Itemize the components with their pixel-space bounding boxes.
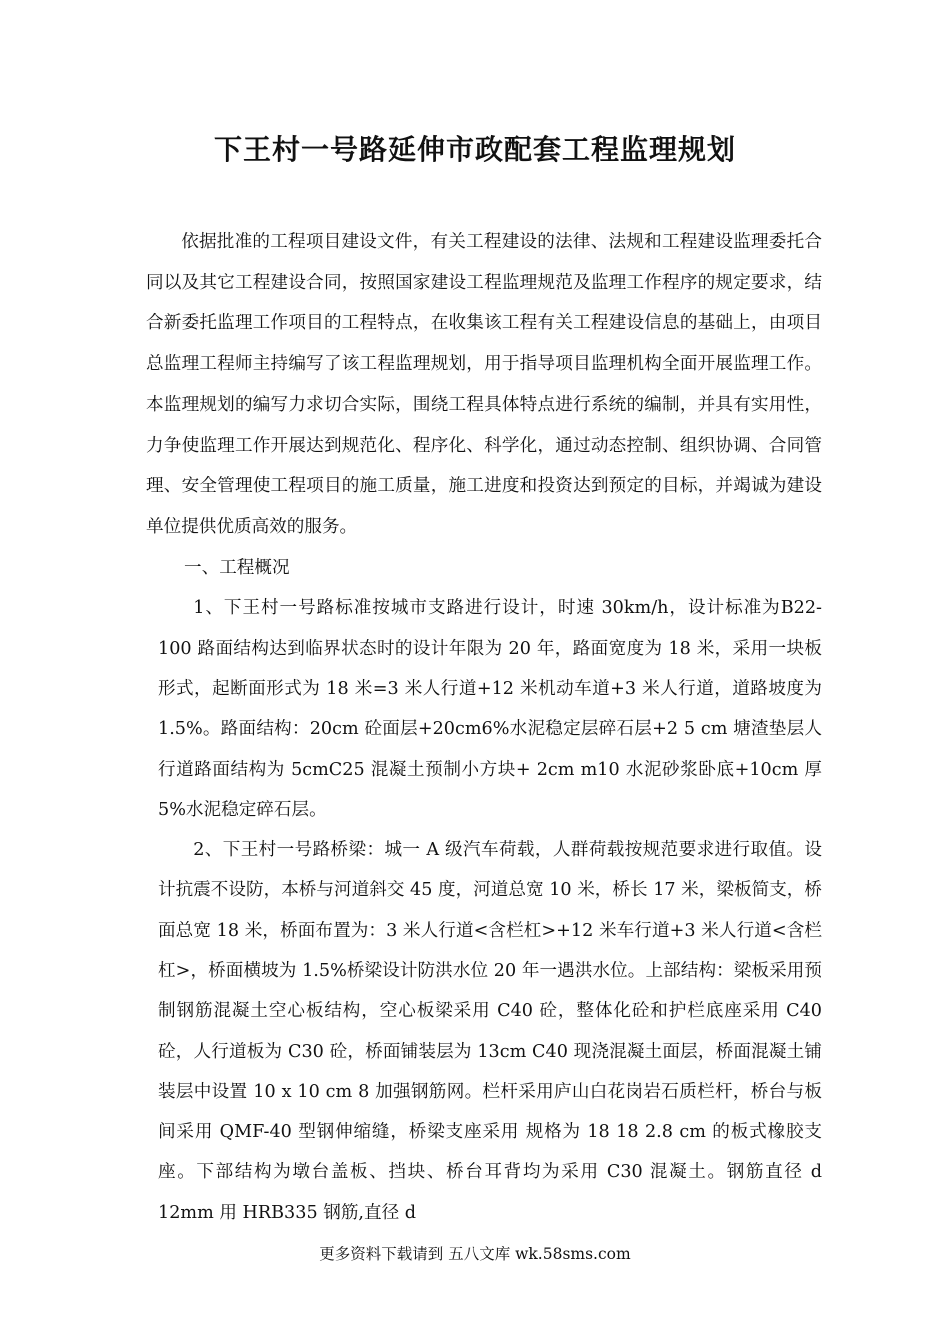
document-body [146, 222, 822, 1233]
list-item: 2、下王村一号路桥梁：城一 A 级汽车荷载，人群荷载按规范要求进行取值。设计抗震不设防，本桥与河道斜交 45 度，河道总宽 10 米，桥长 17 米，梁板简支，桥面总宽 18 米，桥面布置为：3 米人行道<含栏杠>+12 米车行道+3 米人行道<含栏杠>，桥面横坡为 1.5%桥梁设计防洪水位 20 年一遇洪水位。上部结构：梁板采用预制钢筋混凝土空心板结构，空心板梁采用 C40 砼，整体化砼和护栏底座采用 C40 砼，人行道板为 C30 砼，桥面铺装层为 13cm C40 现浇混凝土面层，桥面混凝土铺装层中设置 10 x 10 cm 8 加强钢筋网。栏杆采用庐山白花岗岩石质栏杆，桥台与板间采用 QMF-40 型钢伸缩缝，桥梁支座采用 规格为 18 18 2.8 cm 的板式橡胶支座。下部结构为墩台盖板、挡块、桥台耳背均为采用 C30 混凝土。钢筋直径 d 12mm 用 HRB335 钢筋,直径 d [158, 840, 822, 1223]
section-heading: 一、工程概况 [184, 557, 290, 578]
document-title: 下王村一号路延伸市政配套工程监理规划 [213, 133, 736, 166]
footer-note: 更多资料下载请到 五八文库 wk.58sms.com [319, 1245, 631, 1263]
intro-paragraph: 依据批准的工程项目建设文件，有关工程建设的法律、法规和工程建设监理委托合同以及其它工程建设合同，按照国家建设工程监理规范及监理工作程序的规定要求，结合新委托监理工作项目的工程特点，在收集该工程有关工程建设信息的基础上，由项目总监理工程师主持编写了该工程监理规划，用于指导项目监理机构全面开展监理工作。本监理规划的编写力求切合实际，围绕工程具体特点进行系统的编制，并具有实用性，力争使监理工作开展达到规范化、程序化、科学化，通过动态控制、组织协调、合同管理、安全管理使工程项目的施工质量，施工进度和投资达到预定的目标，并竭诚为建设单位提供优质高效的服务。 [146, 232, 822, 537]
list-item: 1、下王村一号路标准按城市支路进行设计，时速 30km/h，设计标准为B22-100 路面结构达到临界状态时的设计年限为 20 年，路面宽度为 18 米，采用一块板形式，起断面形式为 18 米=3 米人行道+12 米机动车道+3 米人行道，道路坡度为 1.5%。路面结构：20cm 砼面层+20cm6%水泥稳定层碎石层+2 5 cm 塘渣垫层人行道路面结构为 5cmC25 混凝土预制小方块+ 2cm m10 水泥砂浆卧底+10cm 厚 5%水泥稳定碎石层。 [158, 598, 822, 820]
